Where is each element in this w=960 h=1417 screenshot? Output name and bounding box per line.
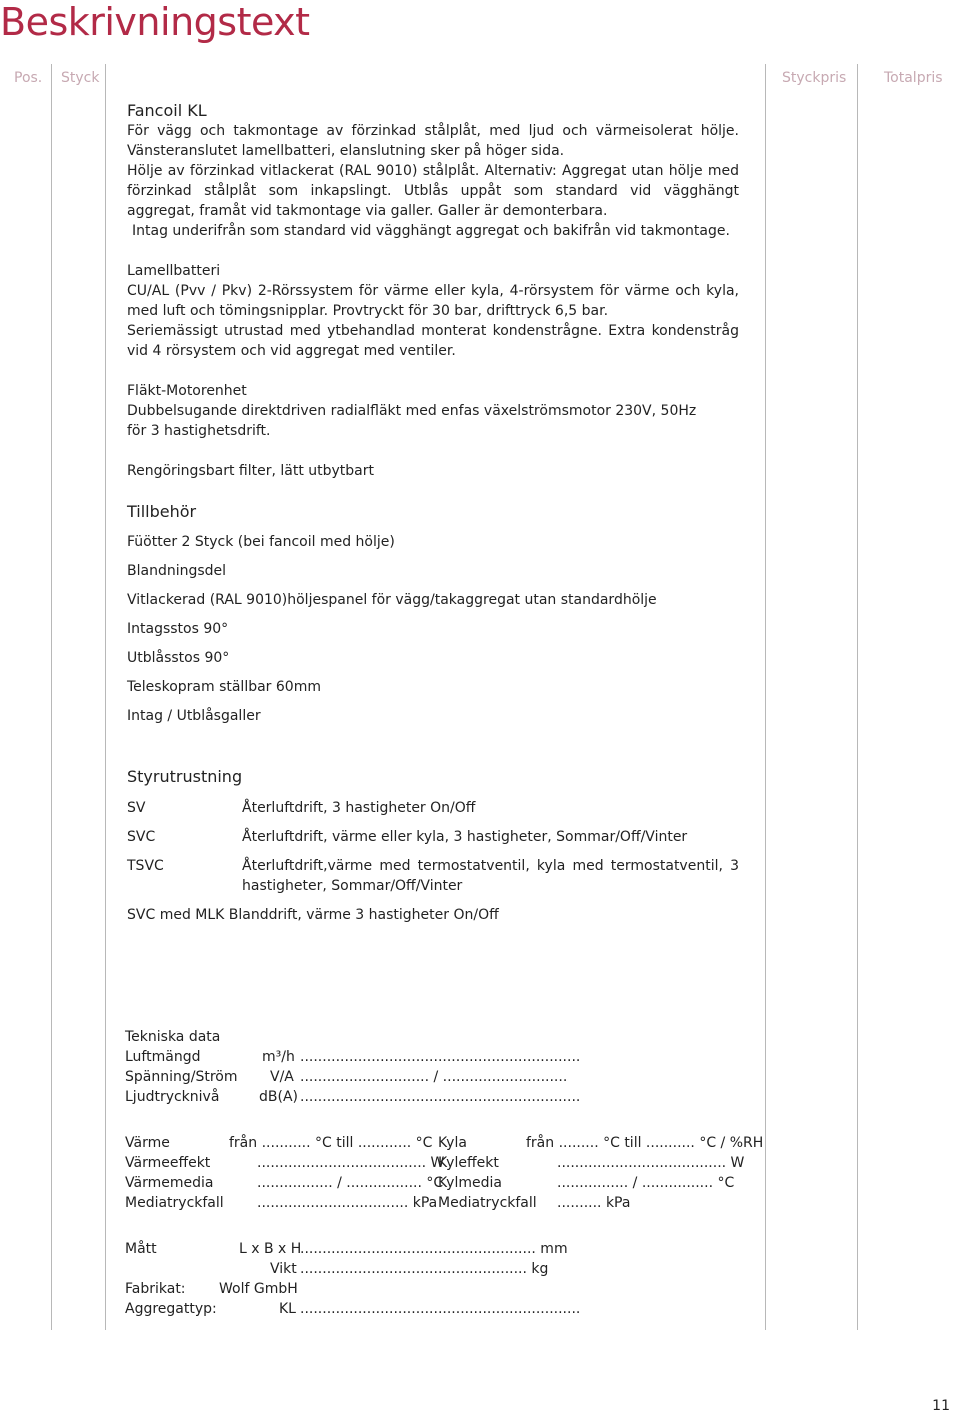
accessory-item: Blandningsdel xyxy=(127,563,227,579)
heating-label: Värme xyxy=(125,1135,170,1151)
tech-fill: ............................. / ............................ xyxy=(300,1069,568,1085)
fan-title: Fläkt-Motorenhet xyxy=(127,383,247,399)
heating-value: från ........... °C till ............ °C xyxy=(229,1135,433,1151)
cooling-label: Kylmedia xyxy=(438,1175,502,1191)
coil-title: Lamellbatteri xyxy=(127,263,221,279)
tech-fill: ............................................................... xyxy=(300,1089,581,1105)
column-header-totalpris: Totalpris xyxy=(884,70,943,86)
accessory-item: Teleskopram ställbar 60mm xyxy=(127,679,321,695)
tech-label: Spänning/Ström xyxy=(125,1069,238,1085)
dims-vikt-unit: Vikt xyxy=(270,1261,297,1277)
heating-label: Värmemedia xyxy=(125,1175,214,1191)
fabrikat-label: Fabrikat: xyxy=(125,1281,186,1297)
aggregat-label: Aggregattyp: xyxy=(125,1301,217,1317)
column-divider xyxy=(857,64,858,1330)
cooling-value: ................ / ................ °C xyxy=(557,1175,735,1191)
description-paragraph: För vägg och takmontage av förzinkad stålplåt, med ljud och värmeisolerat hölje. Vänsteranslutet lamellbatteri, elanslutning sker på höger sida. xyxy=(127,123,739,159)
dims-matt-unit: L x B x H xyxy=(239,1241,302,1257)
tech-label: Ljudtrycknivå xyxy=(125,1089,220,1105)
accessory-item: Intagsstos 90° xyxy=(127,621,229,637)
coil-paragraph: CU/AL (Pvv / Pkv) 2-Rörssystem för värme eller kyla, 4-rörsystem för värme och kyla, med luft och tömingsnipplar. Provtryckt för 30 bar, drifttryck 6,5 bar. xyxy=(127,283,739,319)
control-code: SV xyxy=(127,800,146,816)
control-mlk: SVC med MLK Blanddrift, värme 3 hastigheter On/Off xyxy=(127,907,499,923)
product-name: Fancoil KL xyxy=(127,101,207,120)
dims-matt-fill: ..................................................... mm xyxy=(300,1241,568,1257)
accessories-title: Tillbehör xyxy=(127,502,197,521)
fan-line: Dubbelsugande direktdriven radialfläkt med enfas växelströmsmotor 230V, 50Hz xyxy=(127,403,697,419)
column-divider xyxy=(765,64,766,1330)
dims-matt-label: Mått xyxy=(125,1241,157,1257)
aggregat-fill: ............................................................... xyxy=(300,1301,581,1317)
page-title: Beskrivningstext xyxy=(0,0,310,44)
tech-unit: dB(A) xyxy=(259,1089,298,1105)
cooling-value: från ......... °C till ........... °C / %RH xyxy=(526,1135,764,1151)
fan-line: för 3 hastighetsdrift. xyxy=(127,423,271,439)
tech-unit: m³/h xyxy=(262,1049,295,1065)
control-code: SVC xyxy=(127,829,156,845)
controls-title: Styrutrustning xyxy=(127,767,243,786)
accessory-item: Vitlackerad (RAL 9010)höljespanel för vägg/takaggregat utan standardhölje xyxy=(127,592,657,608)
cooling-label: Kyleffekt xyxy=(438,1155,499,1171)
cooling-value: ...................................... W xyxy=(557,1155,745,1171)
column-divider xyxy=(105,64,106,1330)
column-header-pos: Pos. xyxy=(14,70,43,86)
tech-label: Luftmängd xyxy=(125,1049,201,1065)
dims-vikt-fill: ................................................... kg xyxy=(300,1261,549,1277)
heating-value: ................. / ................. °C xyxy=(257,1175,444,1191)
description-paragraph: Hölje av förzinkad vitlackerat (RAL 9010) stålplåt. Alternativ: Aggregat utan hölje med förzinkad stålplåt som inkapslingt. Utblås uppåt som standard vid vägghängt aggregat, framåt vid takmontage via galler. Galler är demonterbara. xyxy=(127,163,739,219)
fan-section xyxy=(127,381,739,441)
control-code: TSVC xyxy=(127,858,164,874)
cooling-label: Kyla xyxy=(438,1135,467,1151)
description-paragraph: Intag underifrån som standard vid vägghängt aggregat och bakifrån vid takmontage. xyxy=(132,223,730,239)
heating-label: Mediatryckfall xyxy=(125,1195,224,1211)
column-divider xyxy=(51,64,52,1330)
filter-text: Rengöringsbart filter, lätt utbytbart xyxy=(127,463,374,479)
control-description: Återluftdrift, värme eller kyla, 3 hastigheter, Sommar/Off/Vinter xyxy=(242,829,688,845)
heating-value: ...................................... W xyxy=(257,1155,445,1171)
filter-section xyxy=(127,461,739,481)
aggregat-unit: KL xyxy=(279,1301,296,1317)
coil-section xyxy=(127,261,739,361)
heating-label: Värmeeffekt xyxy=(125,1155,211,1171)
accessory-item: Füötter 2 Styck (bei fancoil med hölje) xyxy=(127,534,395,550)
tech-fill: ............................................................... xyxy=(300,1049,581,1065)
cooling-value: .......... kPa xyxy=(557,1195,631,1211)
control-description: Återluftdrift, 3 hastigheter On/Off xyxy=(242,800,476,816)
cooling-label: Mediatryckfall xyxy=(438,1195,537,1211)
column-header-styckpris: Styckpris xyxy=(782,70,847,86)
control-description: Återluftdrift,värme med termostatventil, kyla med termostatventil, 3 hastigheter, Sommar/Off/Vinter xyxy=(242,858,739,894)
accessory-item: Utblåsstos 90° xyxy=(127,650,230,666)
heating-value: .................................. kPa xyxy=(257,1195,438,1211)
product-description xyxy=(127,101,739,241)
tech-unit: V/A xyxy=(270,1069,294,1085)
accessory-item: Intag / Utblåsgaller xyxy=(127,708,261,724)
coil-paragraph: Seriemässigt utrustad med ytbehandlad monterat kondenstrågne. Extra kondenstråg vid 4 rörsystem och vid aggregat med ventiler. xyxy=(127,323,739,359)
column-header-styck: Styck xyxy=(61,70,100,86)
page-number: 11 xyxy=(932,1398,950,1414)
tech-title: Tekniska data xyxy=(125,1029,221,1045)
fabrikat-value: Wolf GmbH xyxy=(219,1281,298,1297)
